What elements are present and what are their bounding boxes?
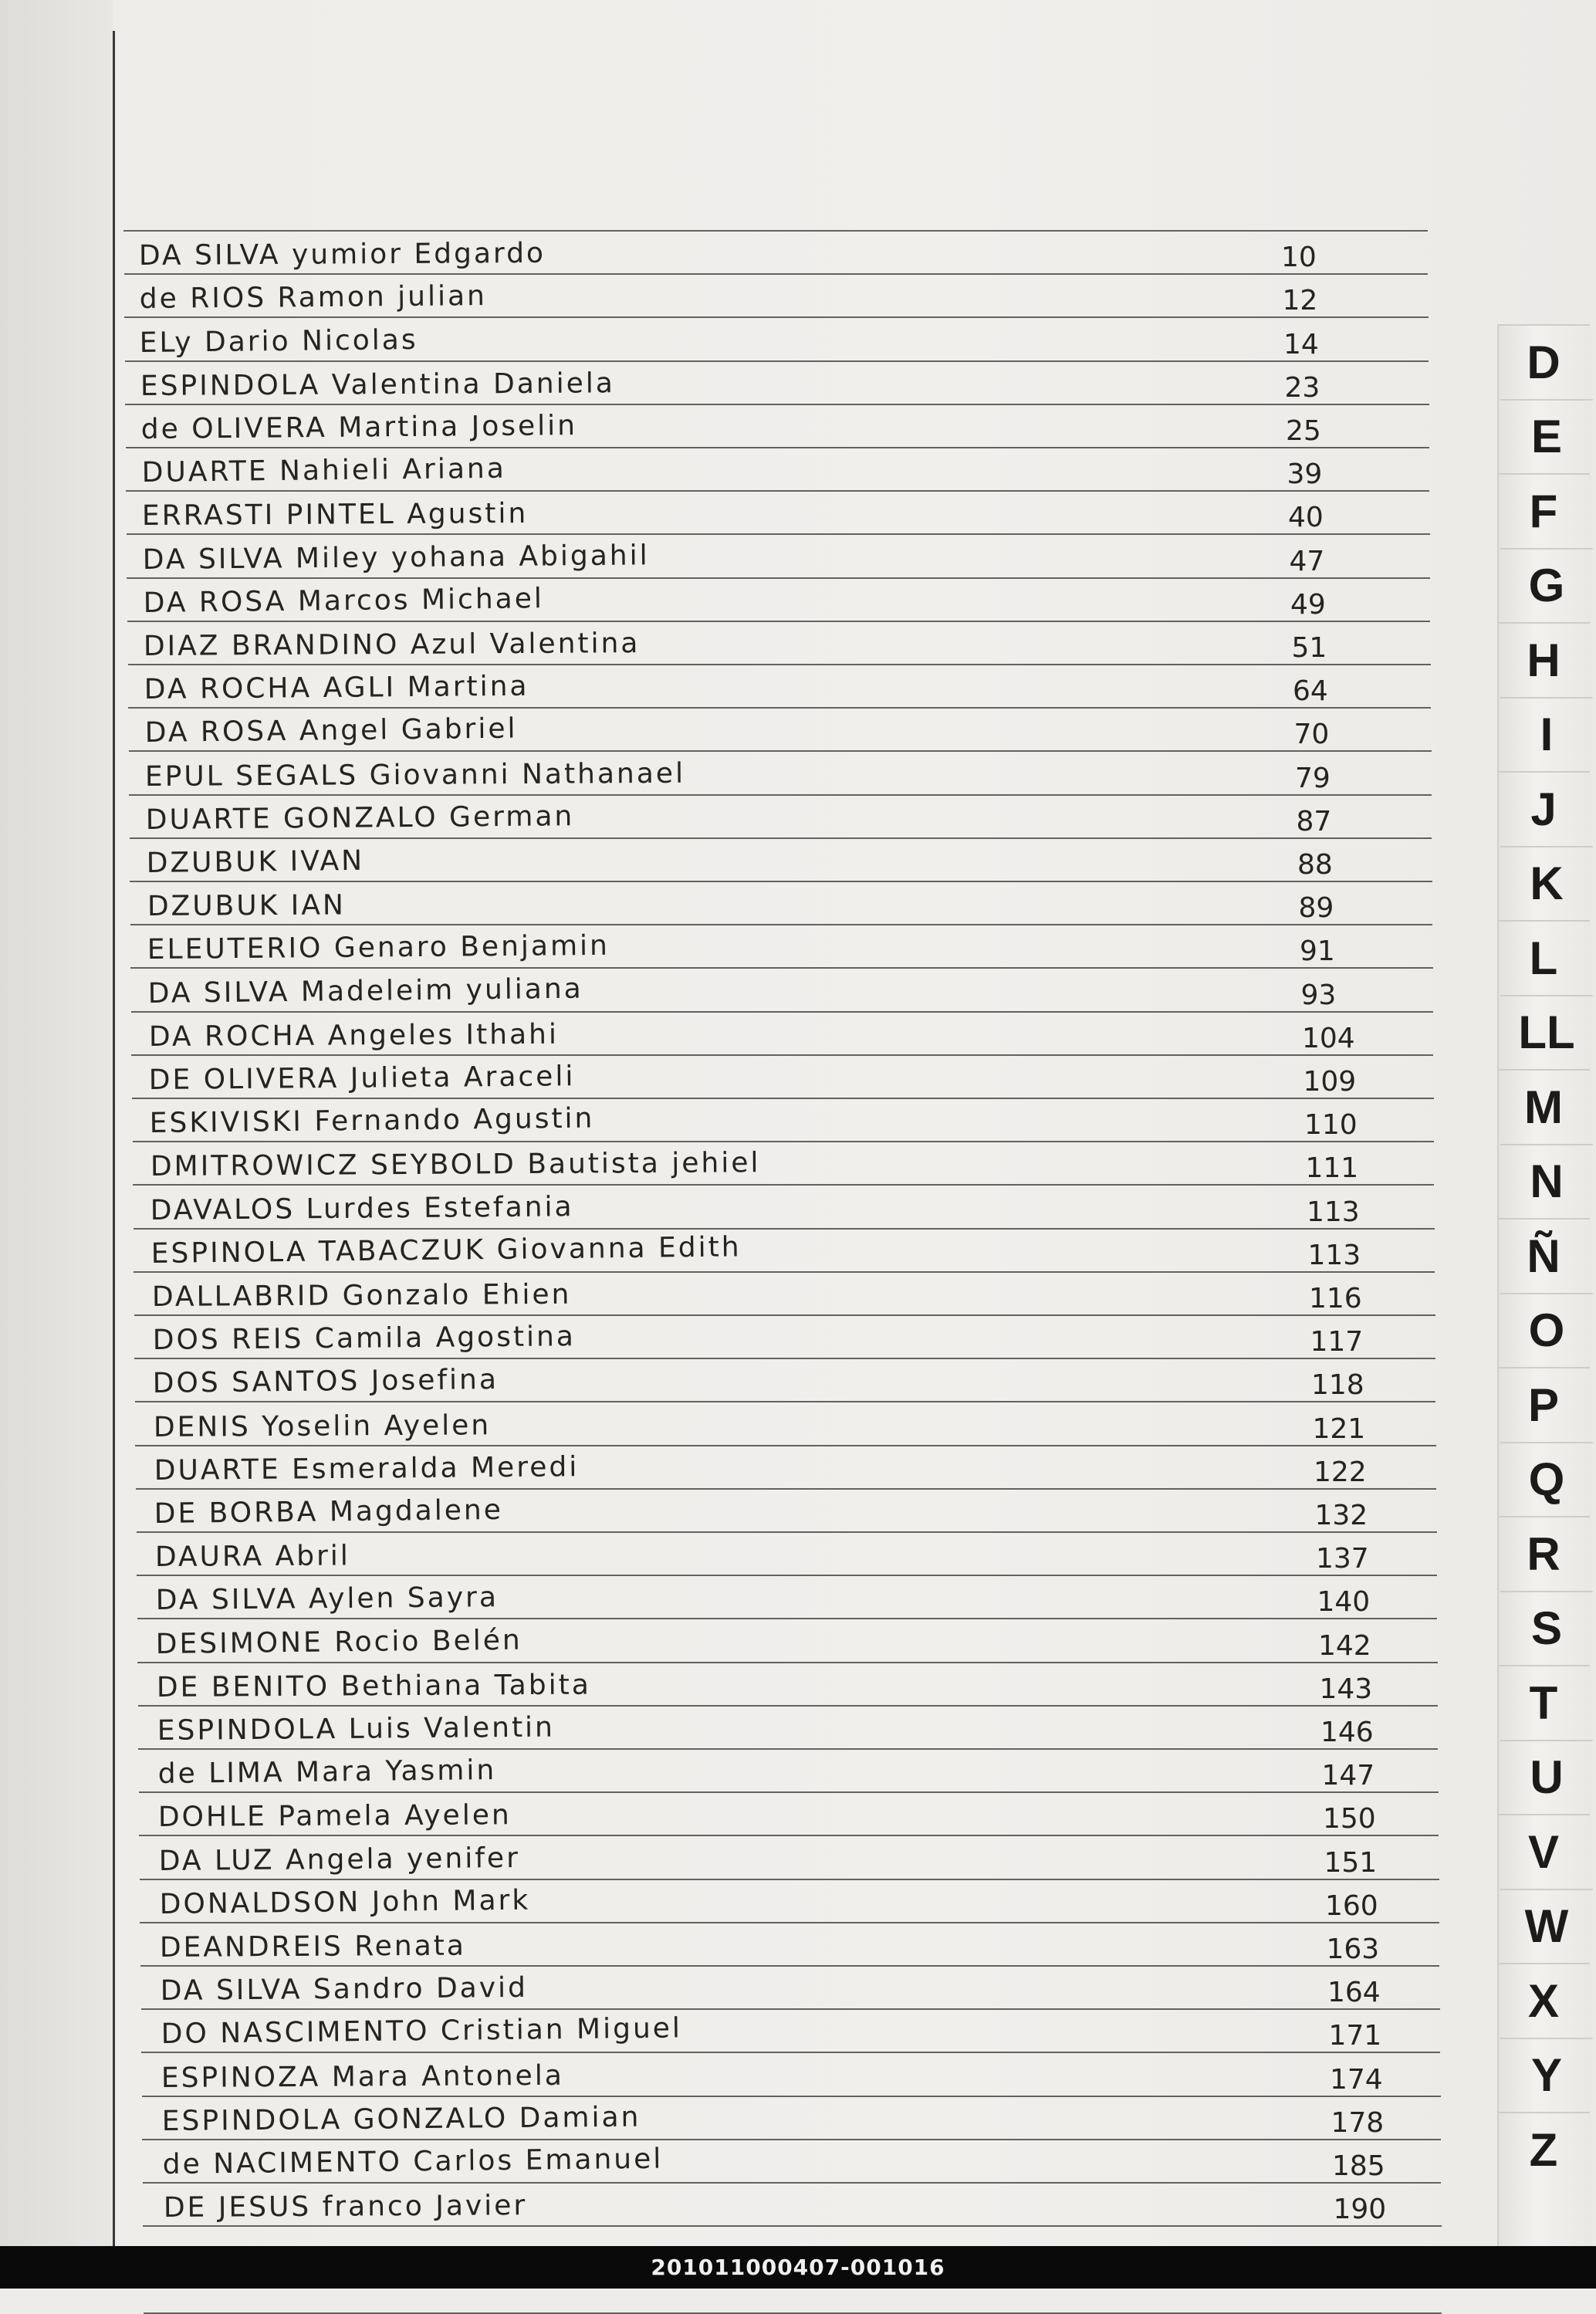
page-number: 10 — [1281, 242, 1317, 274]
tab-letter[interactable]: P — [1497, 1367, 1590, 1441]
student-name: de NACIMENTO Carlos Emanuel — [162, 2143, 664, 2180]
page-number: 51 — [1291, 632, 1327, 664]
student-name: DONALDSON John Mark — [159, 1884, 531, 1920]
page-number: 39 — [1287, 458, 1323, 491]
student-name: DIAZ BRANDINO Azul Valentina — [144, 628, 641, 662]
tab-letter[interactable]: O — [1500, 1293, 1593, 1367]
tab-letter[interactable]: G — [1500, 548, 1593, 622]
page-number: 111 — [1305, 1152, 1359, 1185]
page-number: 143 — [1319, 1673, 1373, 1705]
student-name: de OLIVERA Martina Joselin — [140, 410, 577, 445]
student-name: ESPINOZA Mara Antonela — [161, 2059, 565, 2094]
entry-row — [153, 1318, 1434, 1361]
page-number: 47 — [1289, 545, 1325, 577]
entry-row — [158, 1795, 1439, 1838]
entry-row — [142, 494, 1423, 536]
entry-row — [144, 581, 1425, 624]
tab-letter[interactable]: I — [1500, 697, 1593, 771]
student-name: ELEUTERIO Genaro Benjamin — [147, 930, 610, 966]
student-name: de LIMA Mara Yasmin — [157, 1754, 496, 1791]
page-number: 14 — [1283, 328, 1319, 360]
page-number: 70 — [1293, 719, 1330, 751]
entry-row — [147, 841, 1428, 884]
student-name: DA SILVA Aylen Sayra — [155, 1582, 499, 1617]
student-name: de RIOS Ramon julian — [139, 280, 487, 316]
student-name: DA SILVA Miley yohana Abigahil — [142, 539, 650, 576]
entry-row — [154, 1449, 1435, 1491]
entry-row — [155, 1535, 1436, 1578]
image-caption: 201011000407-001016 — [651, 2255, 945, 2280]
entry-row — [142, 451, 1423, 493]
page-number: 122 — [1313, 1456, 1367, 1488]
student-name: DZUBUK IVAN — [146, 844, 365, 879]
student-name: DENIS Yoselin Ayelen — [153, 1409, 492, 1443]
entry-row — [157, 1666, 1438, 1708]
entry-row — [158, 1752, 1439, 1795]
entry-row — [146, 798, 1427, 841]
tab-letter[interactable]: E — [1500, 399, 1593, 473]
binding-edge — [113, 31, 115, 2246]
entry-row — [144, 668, 1425, 710]
page-number: 64 — [1293, 675, 1328, 708]
entry-row — [145, 711, 1426, 753]
tab-letter[interactable]: W — [1500, 1889, 1593, 1963]
page-number: 132 — [1314, 1500, 1368, 1531]
entry-row — [154, 1492, 1435, 1534]
tab-letter[interactable]: K — [1500, 846, 1593, 920]
entry-row — [161, 1969, 1442, 2011]
student-name: DA ROSA Angel Gabriel — [144, 712, 518, 749]
page-number: 49 — [1290, 588, 1326, 621]
tab-letter[interactable]: Y — [1500, 2038, 1593, 2112]
student-name: DOHLE Pamela Ayelen — [157, 1799, 512, 1834]
student-name: DALLABRID Gonzalo Ehien — [151, 1278, 572, 1313]
page-number: 104 — [1301, 1022, 1355, 1054]
page-number: 147 — [1321, 1760, 1375, 1792]
student-name: DA SILVA Madeleim yuliana — [147, 973, 583, 1010]
page-number: 140 — [1317, 1586, 1371, 1619]
student-name: DAVALOS Lurdes Estefania — [150, 1190, 575, 1226]
page-number: 121 — [1312, 1412, 1366, 1445]
entry-row — [143, 538, 1424, 580]
page-number: 151 — [1324, 1846, 1378, 1879]
page-number: 109 — [1303, 1066, 1357, 1098]
student-name: DO NASCIMENTO Cristian Miguel — [161, 2012, 682, 2051]
tab-letter[interactable]: Ñ — [1497, 1218, 1590, 1292]
entry-row — [152, 1275, 1433, 1318]
page-number: 79 — [1294, 762, 1331, 794]
page-number: 171 — [1328, 2020, 1382, 2052]
entry-row — [160, 1883, 1441, 1925]
student-name: DA ROCHA AGLI Martina — [144, 670, 529, 706]
page-number: 91 — [1299, 935, 1335, 968]
page-number: 117 — [1310, 1326, 1364, 1358]
ruled-entries — [116, 0, 1459, 2246]
entry-row — [150, 1189, 1432, 1231]
tab-letter[interactable]: U — [1500, 1740, 1593, 1814]
entry-row — [140, 321, 1421, 364]
page-number: 164 — [1327, 1977, 1381, 2009]
student-name: DE BORBA Magdalene — [154, 1494, 504, 1530]
tab-letter[interactable]: S — [1500, 1591, 1593, 1665]
entry-row — [160, 1926, 1441, 1968]
tab-letter[interactable]: LL — [1500, 995, 1593, 1069]
binding-shadow — [0, 0, 113, 2246]
tab-letter[interactable]: R — [1497, 1516, 1590, 1590]
entry-row — [163, 2143, 1444, 2185]
student-name: DAURA Abril — [154, 1540, 350, 1574]
student-name: ESPINDOLA GONZALO Damian — [161, 2101, 641, 2137]
image-caption-bar — [0, 2246, 1596, 2289]
entry-row — [140, 364, 1422, 407]
entry-row — [147, 885, 1429, 927]
student-name: ERRASTI PINTEL Agustin — [141, 498, 529, 533]
tab-letter[interactable]: F — [1497, 473, 1590, 547]
page-number: 113 — [1307, 1239, 1361, 1271]
student-name: ESPINDOLA Valentina Daniela — [140, 367, 616, 402]
page-number: 25 — [1285, 415, 1321, 447]
tab-letter[interactable]: Q — [1500, 1442, 1593, 1516]
student-name: DESIMONE Rocio Belén — [155, 1624, 523, 1660]
tab-letter[interactable]: T — [1497, 1665, 1590, 1739]
page-number: 142 — [1317, 1629, 1371, 1662]
page-number: 160 — [1324, 1889, 1378, 1922]
student-name: DA ROSA Marcos Michael — [143, 582, 544, 619]
tab-letter[interactable]: V — [1497, 1814, 1590, 1888]
student-name: ELy Dario Nicolas — [139, 323, 419, 359]
entry-row — [159, 1839, 1440, 1882]
entry-row — [140, 277, 1421, 320]
page-number: 87 — [1296, 805, 1332, 837]
student-name: DE JESUS franco Javier — [163, 2190, 527, 2224]
tab-letter[interactable]: Z — [1497, 2112, 1590, 2186]
student-name: DE OLIVERA Julieta Araceli — [148, 1061, 576, 1096]
student-name: DE BENITO Bethiana Tabita — [156, 1669, 592, 1703]
page-number: 40 — [1287, 502, 1324, 534]
page-number: 89 — [1298, 892, 1334, 925]
page-number: 150 — [1322, 1803, 1376, 1835]
entry-row — [139, 234, 1420, 276]
student-name: DUARTE Esmeralda Meredi — [154, 1450, 580, 1487]
ruled-line — [123, 230, 1428, 232]
page-number: 137 — [1316, 1543, 1369, 1575]
student-name: DUARTE GONZALO German — [145, 800, 575, 836]
tab-letter[interactable]: X — [1497, 1963, 1590, 2037]
entry-row — [147, 928, 1429, 970]
tab-letter[interactable]: L — [1497, 920, 1590, 994]
student-name: DA ROCHA Angeles Ithahi — [148, 1018, 559, 1053]
page-number: 163 — [1326, 1933, 1380, 1965]
page-number: 146 — [1320, 1717, 1374, 1748]
ruled-line — [144, 2312, 1442, 2314]
student-name: EPUL SEGALS Giovanni Nathanael — [145, 757, 686, 793]
entry-row — [148, 972, 1429, 1014]
student-name: ESKIVISKI Fernando Agustin — [149, 1102, 595, 1140]
tab-letter[interactable]: H — [1497, 622, 1590, 696]
alphabet-tabs — [1476, 324, 1591, 2246]
entry-row — [154, 1406, 1435, 1448]
page-number: 190 — [1333, 2194, 1387, 2226]
page-number: 185 — [1331, 2150, 1385, 2182]
student-name: ESPINDOLA Luis Valentin — [157, 1711, 555, 1747]
entry-row — [156, 1622, 1437, 1665]
tab-letter[interactable]: J — [1497, 771, 1590, 845]
entry-row — [162, 2099, 1443, 2142]
entry-row — [156, 1578, 1437, 1621]
entry-row — [151, 1232, 1432, 1274]
page-number: 174 — [1329, 2063, 1383, 2096]
student-name: DOS REIS Camila Agostina — [152, 1321, 576, 1357]
page-number: 118 — [1310, 1369, 1364, 1402]
tab-letter[interactable]: D — [1497, 324, 1590, 398]
entry-row — [141, 408, 1422, 450]
student-name: ESPINOLA TABACZUK Giovanna Edith — [150, 1231, 742, 1270]
student-name: DZUBUK IAN — [147, 889, 346, 923]
entry-row — [145, 755, 1426, 797]
student-name: DUARTE Nahieli Ariana — [141, 452, 506, 489]
entry-row — [144, 624, 1425, 667]
page-number: 12 — [1282, 285, 1318, 317]
student-name: DA SILVA Sandro David — [160, 1972, 529, 2008]
entry-row — [164, 2186, 1445, 2228]
page-number: 23 — [1284, 371, 1320, 404]
page-number: 116 — [1308, 1283, 1362, 1314]
entry-row — [153, 1362, 1434, 1404]
tab-letter[interactable]: N — [1500, 1144, 1593, 1218]
entry-row — [161, 2056, 1442, 2099]
entry-row — [150, 1101, 1431, 1144]
student-name: DA LUZ Angela yenifer — [158, 1842, 520, 1877]
page-number: 178 — [1331, 2106, 1385, 2139]
student-name: DMITROWICZ SEYBOLD Bautista jehiel — [150, 1147, 761, 1183]
page-number: 88 — [1297, 849, 1333, 881]
page-number: 93 — [1300, 979, 1337, 1011]
page-number: 113 — [1306, 1196, 1360, 1228]
entry-row — [149, 1015, 1430, 1057]
entry-row — [161, 2012, 1442, 2055]
entry-row — [149, 1058, 1430, 1101]
entry-row — [157, 1709, 1439, 1751]
page-number: 110 — [1304, 1109, 1358, 1142]
student-name: DOS SANTOS Josefina — [152, 1364, 499, 1400]
student-name: DEANDREIS Renata — [160, 1930, 467, 1964]
tab-letter[interactable]: M — [1497, 1069, 1590, 1143]
student-name: DA SILVA yumior Edgardo — [138, 237, 546, 272]
entry-row — [150, 1145, 1432, 1187]
